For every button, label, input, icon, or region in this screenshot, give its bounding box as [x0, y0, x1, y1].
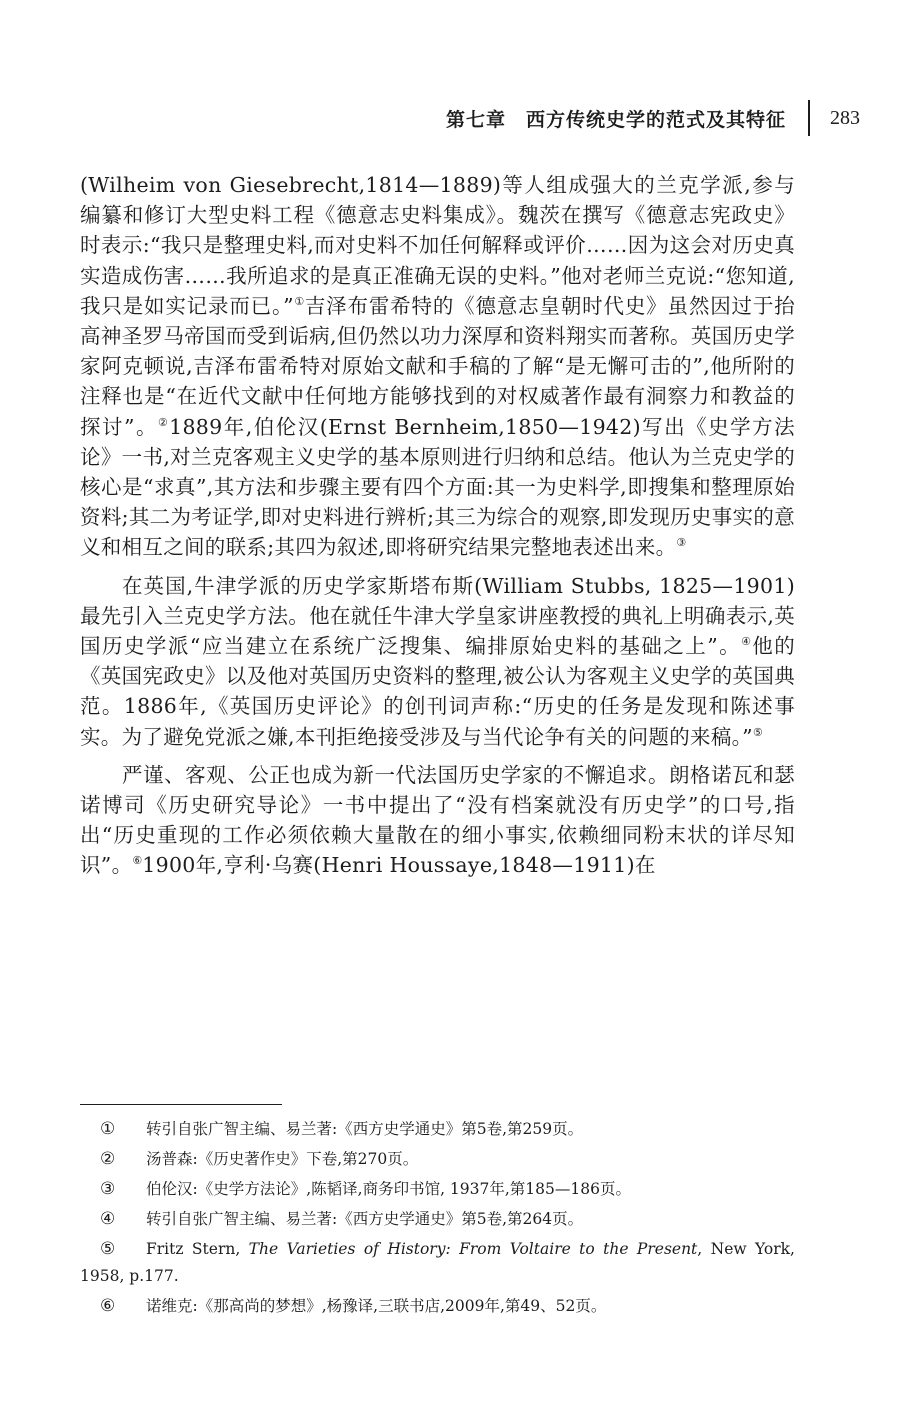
footnote-4 — [80, 1206, 795, 1233]
paragraph-2 — [80, 571, 795, 752]
footnote-book-title: The Varieties of History: From Voltaire to the Present — [248, 1240, 698, 1258]
footnotes — [80, 1116, 795, 1323]
body-text — [80, 170, 795, 881]
text-run: 1889年,伯伦汉(Ernst Bernheim,1850—1942)写出《史学方法论》一书,对兰克客观主义史学的基本原则进行归纳和总结。他认为兰克史学的核心是“求真”,其方法和步骤主要有四个方面:其一为史料学,即搜集和整理原始资料;其二为考证学,即对史料进行辨析;其三为综合的观察,即发现历史事实的意义和相互之间的联系;其四为叙述,即将研究结果完整地表述出来。 — [80, 414, 795, 560]
footnote-marker: ② — [100, 1149, 116, 1169]
text-run: 1900年,亨利·乌赛(Henri Houssaye,1848—1911)在 — [142, 853, 656, 878]
footnote-text: 转引自张广智主编、易兰著:《西方史学通史》第5卷,第259页。 — [146, 1120, 584, 1138]
footnote-marker: ① — [100, 1119, 116, 1139]
chapter-title: 第七章 西方传统史学的范式及其特征 — [445, 108, 786, 131]
footnote-marker: ⑥ — [100, 1296, 116, 1316]
text-run: (Wilheim von Giesebrecht,1814—1889)等人组成强大的兰克学派,参与编纂和修订大型史料工程《德意志史料集成》。魏茨在撰写《德意志宪政史》时表示:“我只是整理史料,而对史料不加任何解释或评价……因为这会对历史真实造成伤害……我所追求的是真正准确无误的史料。”他对老师兰克说:“您知道,我只是如实记录而已。” — [80, 173, 795, 318]
footnote-text: 伯伦汉:《史学方法论》,陈韬译,商务印书馆, 1937年,第185—186页。 — [146, 1180, 631, 1198]
footnote-3 — [80, 1176, 795, 1203]
text-run: 在英国,牛津学派的历史学家斯塔布斯(William Stubbs, 1825—1901)最先引入兰克史学方法。他在就任牛津大学皇家讲座教授的典礼上明确表示,英国历史学派“应当建立在系统广泛搜集、编排原始史料的基础之上”。 — [80, 573, 795, 659]
footnote-separator — [80, 1104, 282, 1105]
footnote-ref-3: ③ — [676, 536, 687, 550]
footnote-text: 汤普森:《历史著作史》下卷,第270页。 — [146, 1150, 419, 1168]
footnote-ref-2: ② — [158, 415, 170, 429]
paragraph-1 — [80, 170, 795, 563]
footnote-publication: , New York, 1958, p.177. — [80, 1240, 795, 1285]
footnote-2 — [80, 1146, 795, 1173]
footnote-1 — [80, 1116, 795, 1143]
footnote-ref-1: ① — [293, 294, 305, 308]
footnote-6 — [80, 1293, 795, 1320]
footnote-ref-5: ⑤ — [752, 725, 763, 739]
footnote-text: 转引自张广智主编、易兰著:《西方史学通史》第5卷,第264页。 — [146, 1210, 584, 1228]
paragraph-3 — [80, 760, 795, 881]
text-run: 严谨、客观、公正也成为新一代法国历史学家的不懈追求。朗格诺瓦和瑟诺博司《历史研究导论》一书中提出了“没有档案就没有历史学”的口号,指出“历史重现的工作必须依赖大量散在的细小事实,依赖细同粉末状的详尽知识”。 — [80, 762, 795, 878]
footnote-marker: ④ — [100, 1209, 116, 1229]
running-head — [446, 98, 860, 138]
header-divider — [808, 100, 810, 136]
footnote-ref-4: ④ — [741, 635, 753, 649]
page-number: 283 — [830, 106, 860, 129]
footnote-text: 诺维克:《那高尚的梦想》,杨豫译,三联书店,2009年,第49、52页。 — [146, 1297, 607, 1315]
text-run: 吉泽布雷希特的《德意志皇朝时代史》虽然因过于抬高神圣罗马帝国而受到诟病,但仍然以功力深厚和资料翔实而著称。英国历史学家阿克顿说,吉泽布雷希特对原始文献和手稿的了解“是无懈可击的”,他所附的注释也是“在近代文献中任何地方能够找到的对权威著作最有洞察力和教益的探讨”。 — [80, 293, 795, 439]
footnote-5 — [80, 1236, 795, 1290]
text-run: 他的《英国宪政史》以及他对英国历史资料的整理,被公认为客观主义史学的英国典范。1886年,《英国历史评论》的创刊词声称:“历史的任务是发现和陈述事实。为了避免党派之嫌,本刊拒绝接受涉及与当代论争有关的问题的来稿。” — [80, 634, 795, 749]
footnote-marker: ③ — [100, 1179, 116, 1199]
footnote-author: Fritz Stern, — [146, 1240, 241, 1258]
footnote-ref-6: ⑥ — [132, 854, 143, 868]
footnote-marker: ⑤ — [100, 1239, 116, 1259]
